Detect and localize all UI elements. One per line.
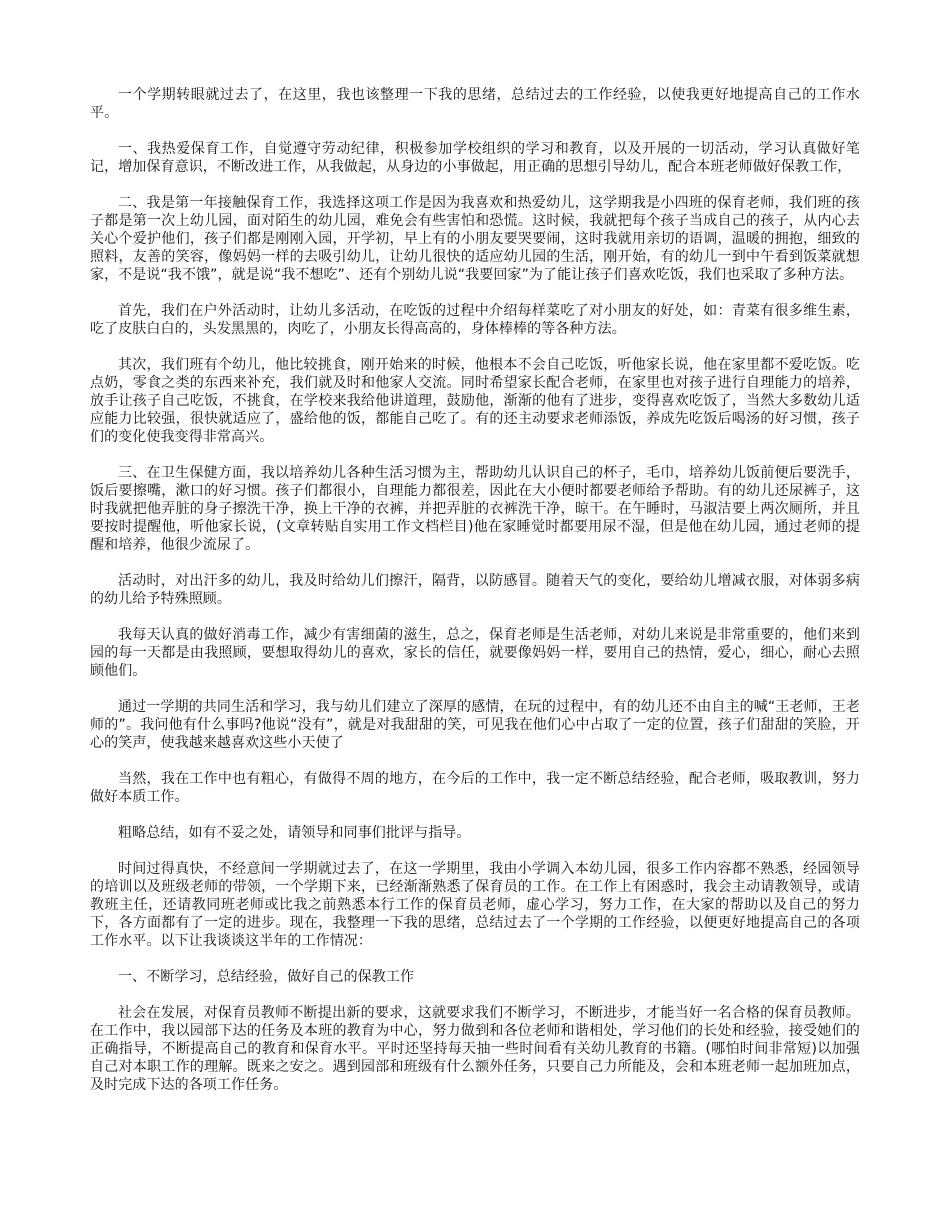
paragraph-self-reflection: 当然，我在工作中也有粗心，有做得不周的地方，在今后的工作中，我一定不断总结经验，配合老师，吸取教训，努力做好本质工作。 (90, 771, 860, 805)
paragraph-intro: 一个学期转眼就过去了，在这里，我也该整理一下我的思绪，总结过去的工作经验，以使我更好地提高自己的工作水平。 (90, 87, 860, 121)
paragraph-second-method: 其次，我们班有个幼儿，他比较挑食，刚开始来的时候，他根本不会自己吃饭，听他家长说，他在家里都不爱吃饭。吃点奶，零食之类的东西来补充，我们就及时和他家人交流。同时希望家长配合老师，在家里也对孩子进行自理能力的培养，放手让孩子自己吃饭，不挑食，在学校来我给他讲道理，鼓励他，渐渐的他有了进步，变得喜欢吃饭了，当然大多数幼儿适应能力比较强，很快就适应了，盛给他的饭，都能自己吃了。有的还主动要求老师添饭，养成先吃饭后喝汤的好习惯，孩子们的变化使我变得非常高兴。 (90, 357, 860, 445)
paragraph-disinfection: 我每天认真的做好消毒工作，减少有害细菌的滋生，总之，保育老师是生活老师，对幼儿来说是非常重要的，他们来到园的每一天都是由我照顾，要想取得幼儿的喜欢，家长的信任，就要像妈妈一样，要用自己的热情，爱心，细心，耐心去照顾他们。 (90, 627, 860, 679)
paragraph-first-method: 首先，我们在户外活动时，让幼儿多活动，在吃饭的过程中介绍每样菜吃了对小朋友的好处，如：青菜有很多维生素，吃了皮肤白白的，头发黑黑的，肉吃了，小朋友长得高高的，身体棒棒的等各种方法。 (90, 303, 860, 337)
paragraph-section-two: 二、我是第一年接触保育工作，我选择这项工作是因为我喜欢和热爱幼儿，这学期我是小四班的保育老师，我们班的孩子都是第一次上幼儿园，面对陌生的幼儿园，难免会有些害怕和恐慌。这时候，我就把每个孩子当成自己的孩子，从内心去关心个爱护他们，孩子们都是刚刚入园，开学初，早上有的小朋友要哭要闹，这时我就用亲切的语调，温暖的拥抱，细致的照料，友善的笑容，像妈妈一样的去吸引幼儿，让幼儿很快的适应幼儿园的生活，刚开始，有的幼儿一到中午看到饭菜就想家，不是说“我不饿”，就是说“我不想吃”、还有个别幼儿说“我要回家”为了能让孩子们喜欢吃饭，我们也采取了多种方法。 (90, 195, 860, 283)
section-heading-learning: 一、不断学习，总结经验，做好自己的保教工作 (118, 969, 415, 985)
paragraph-section-one: 一、我热爱保育工作，自觉遵守劳动纪律，积极参加学校组织的学习和教育，以及开展的一切活动，学习认真做好笔记，增加保育意识，不断改进工作，从我做起，从身边的小事做起，用正确的思想引导幼儿，配合本班老师做好保教工作， (90, 141, 860, 175)
paragraph-relationship: 通过一学期的共同生活和学习，我与幼儿们建立了深厚的感情，在玩的过程中，有的幼儿还不由自主的喊“王老师，王老师的”。我问他有什么事吗?他说“没有”，就是对我甜甜的笑，可见我在他们心中占取了一定的位置，孩子们甜甜的笑脸，开心的笑声，使我越来越喜欢这些小天使了 (90, 699, 860, 751)
document-body (90, 86, 860, 1112)
paragraph-closing-note: 粗略总结，如有不妥之处，请领导和同事们批评与指导。 (118, 825, 471, 841)
paragraph-section-three: 三、在卫生保健方面，我以培养幼儿各种生活习惯为主，帮助幼儿认识自己的杯子，毛巾，培养幼儿饭前便后要洗手，饭后要擦嘴，漱口的好习惯。孩子们都很小，自理能力都很差，因此在大小便时都要老师给予帮助。有的幼儿还尿裤子，这时我就把他弄脏的身子擦洗干净，换上干净的衣裤，并把弄脏的衣裤洗干净，晾干。在午睡时，马淑洁要上两次厕所，并且要按时提醒他，听他家长说，(文章转贴自实用工作文档栏目)他在家睡觉时都要用尿不湿，但是他在幼儿园，通过老师的提醒和培养，他很少流尿了。 (90, 465, 860, 553)
paragraph-second-summary-intro: 时间过得真快，不经意间一学期就过去了，在这一学期里，我由小学调入本幼儿园，很多工作内容都不熟悉，经园领导的培训以及班级老师的带领，一个学期下来，已经渐渐熟悉了保育员的工作。在工作上有困惑时，我会主动请教领导，或请教班主任，还请教同班老师或比我之前熟悉本行工作的保育员老师，虚心学习，努力工作，在大家的帮助以及自己的努力下，各方面都有了一定的进步。现在，我整理一下我的思绪，总结过去了一个学期的工作经验，以便更好地提高自己的各项工作水平。以下让我谈谈这半年的工作情况： (90, 861, 860, 949)
paragraph-learning: 社会在发展，对保育员教师不断提出新的要求，这就要求我们不断学习，不断进步，才能当好一名合格的保育员教师。在工作中，我以园部下达的任务及本班的教育为中心，努力做到和各位老师和谐相处，学习他们的长处和经验，接受她们的正确指导，不断提高自己的教育和保育水平。平时还坚持每天抽一些时间看有关幼儿教育的书籍。(哪怕时间非常短)以加强自己对本职工作的理解。既来之安之。遇到园部和班级有什么额外任务，只要自己力所能及，会和本班老师一起加班加点，及时完成下达的各项工作任务。 (90, 1005, 860, 1093)
paragraph-activity-care: 活动时，对出汗多的幼儿，我及时给幼儿们擦汗，隔背，以防感冒。随着天气的变化，要给幼儿增减衣服，对体弱多病的幼儿给予特殊照顾。 (90, 573, 860, 607)
